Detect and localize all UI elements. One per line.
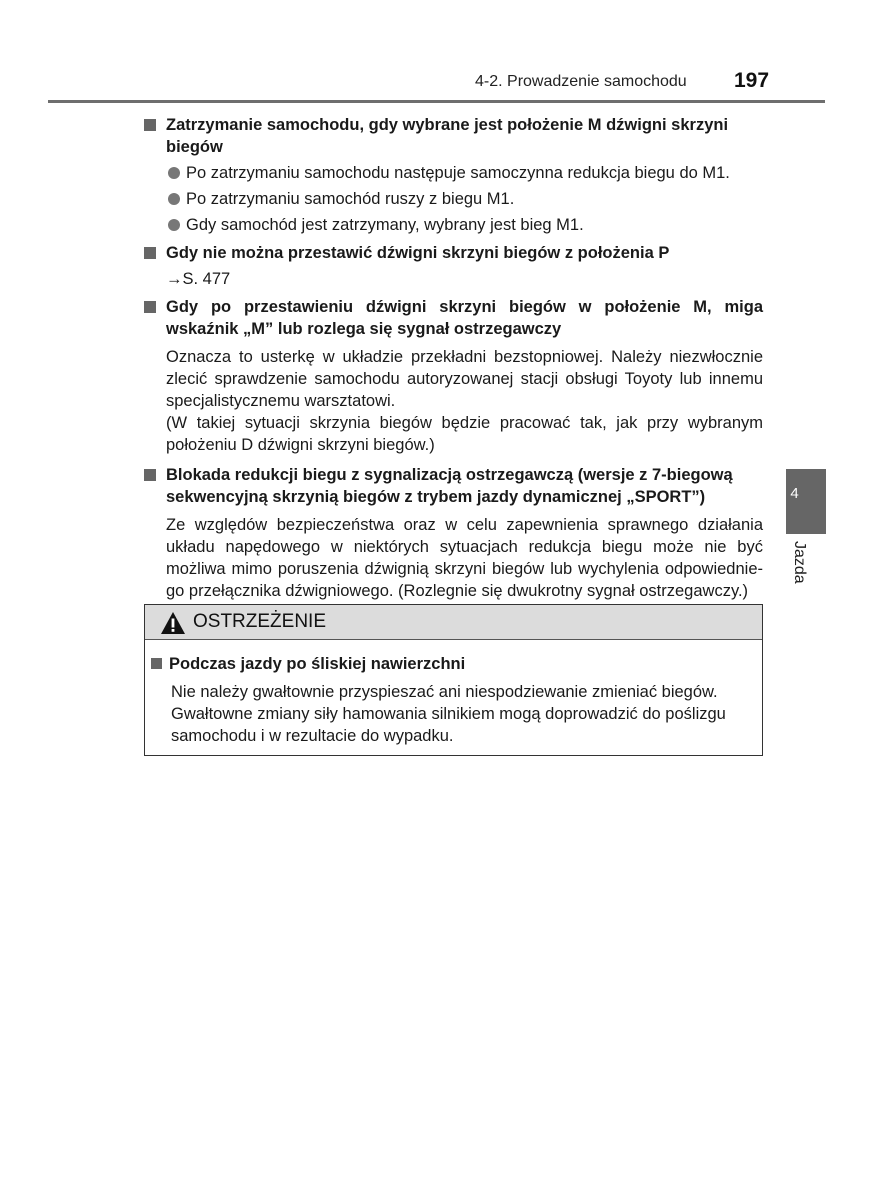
chapter-tab bbox=[786, 469, 826, 534]
item-title-text: Gdy nie można przestawić dźwigni skrzyni biegów z położenia P bbox=[166, 244, 670, 262]
list-item-text: Po zatrzymaniu samochodu następuje samoczynna redukcja biegu do M1. bbox=[186, 164, 730, 182]
warning-body bbox=[145, 640, 762, 747]
list-item bbox=[144, 162, 763, 184]
item-title bbox=[144, 114, 763, 158]
item-title-text: Gdy po przestawieniu dźwigni skrzyni biegów w położenie M, miga wskaźnik „M” lub rozlega się sygnał ostrzegawczy bbox=[166, 298, 763, 338]
section-downshift-lock bbox=[144, 464, 763, 602]
warning-subtitle bbox=[151, 653, 754, 675]
body-paragraph: Ze względów bezpieczeństwa oraz w celu zapewnienia sprawnego działania układu napędowego w niektórych sytuacjach redukcja biegu może nie być możliwa mimo poruszenia dźwignią skrzyni biegów lub wychylenia odpowiednie-go przełącznika dźwigniowego. (Rozlegnie się dwukrotny sygnał ostrzegawczy.) bbox=[166, 516, 763, 600]
page-number: 197 bbox=[734, 69, 770, 92]
body-paragraph: Oznacza to usterkę w układzie przekładni bezstopniowej. Należy niezwłocznie zlecić sprawdzenie samochodu autoryzowanej stacji obsługi Toyoty lub innemu specjalistycznemu warsztatowi. bbox=[166, 348, 763, 410]
chapter-number: 4 bbox=[790, 485, 799, 502]
warning-text: Nie należy gwałtownie przyspieszać ani niespodziewanie zmieniać biegów. Gwałtowne zmiany siły hamowania silnikiem mogą doprowadzić do poślizgu samochodu i w rezultacie do wypadku. bbox=[171, 683, 726, 745]
section-m-flash bbox=[144, 296, 763, 456]
chapter-label: Jazda bbox=[791, 541, 808, 584]
item-title bbox=[144, 464, 763, 508]
item-title bbox=[144, 242, 763, 264]
item-title bbox=[144, 296, 763, 340]
warning-title: OSTRZEŻENIE bbox=[193, 611, 327, 632]
square-bullet-icon bbox=[144, 119, 156, 131]
list-item-text: Gdy samochód jest zatrzymany, wybrany jest bieg M1. bbox=[186, 216, 584, 234]
warning-box bbox=[144, 604, 763, 756]
square-bullet-icon bbox=[144, 301, 156, 313]
body-paragraph: (W takiej sytuacji skrzynia biegów będzie pracować tak, jak przy wybranym położeniu D dźwigni skrzyni biegów.) bbox=[166, 414, 763, 454]
list-item bbox=[144, 214, 763, 236]
square-bullet-icon bbox=[144, 469, 156, 481]
section-p-stuck bbox=[144, 242, 763, 290]
round-bullet-icon bbox=[168, 167, 180, 179]
warning-header bbox=[145, 605, 762, 640]
page-reference: →S. 477 bbox=[166, 270, 231, 288]
square-bullet-icon bbox=[144, 247, 156, 259]
item-title-text: Zatrzymanie samochodu, gdy wybrane jest położenie M dźwigni skrzyni biegów bbox=[166, 116, 729, 156]
warning-subtitle-text: Podczas jazdy po śliskiej nawierzchni bbox=[169, 655, 466, 673]
header-section-title: 4-2. Prowadzenie samochodu bbox=[475, 73, 687, 90]
square-bullet-icon bbox=[151, 658, 162, 669]
header-divider bbox=[48, 100, 825, 103]
round-bullet-icon bbox=[168, 219, 180, 231]
list-item bbox=[144, 188, 763, 210]
page-content bbox=[144, 114, 763, 602]
item-title-text: Blokada redukcji biegu z sygnalizacją ostrzegawczą (wersje z 7-biegową sekwencyjną skrzynią biegów z trybem jazdy dynamicznej „SPORT”) bbox=[166, 466, 733, 506]
section-m-stop bbox=[144, 114, 763, 236]
list-item-text: Po zatrzymaniu samochód ruszy z biegu M1. bbox=[186, 190, 515, 208]
warning-triangle-icon bbox=[160, 611, 186, 640]
round-bullet-icon bbox=[168, 193, 180, 205]
